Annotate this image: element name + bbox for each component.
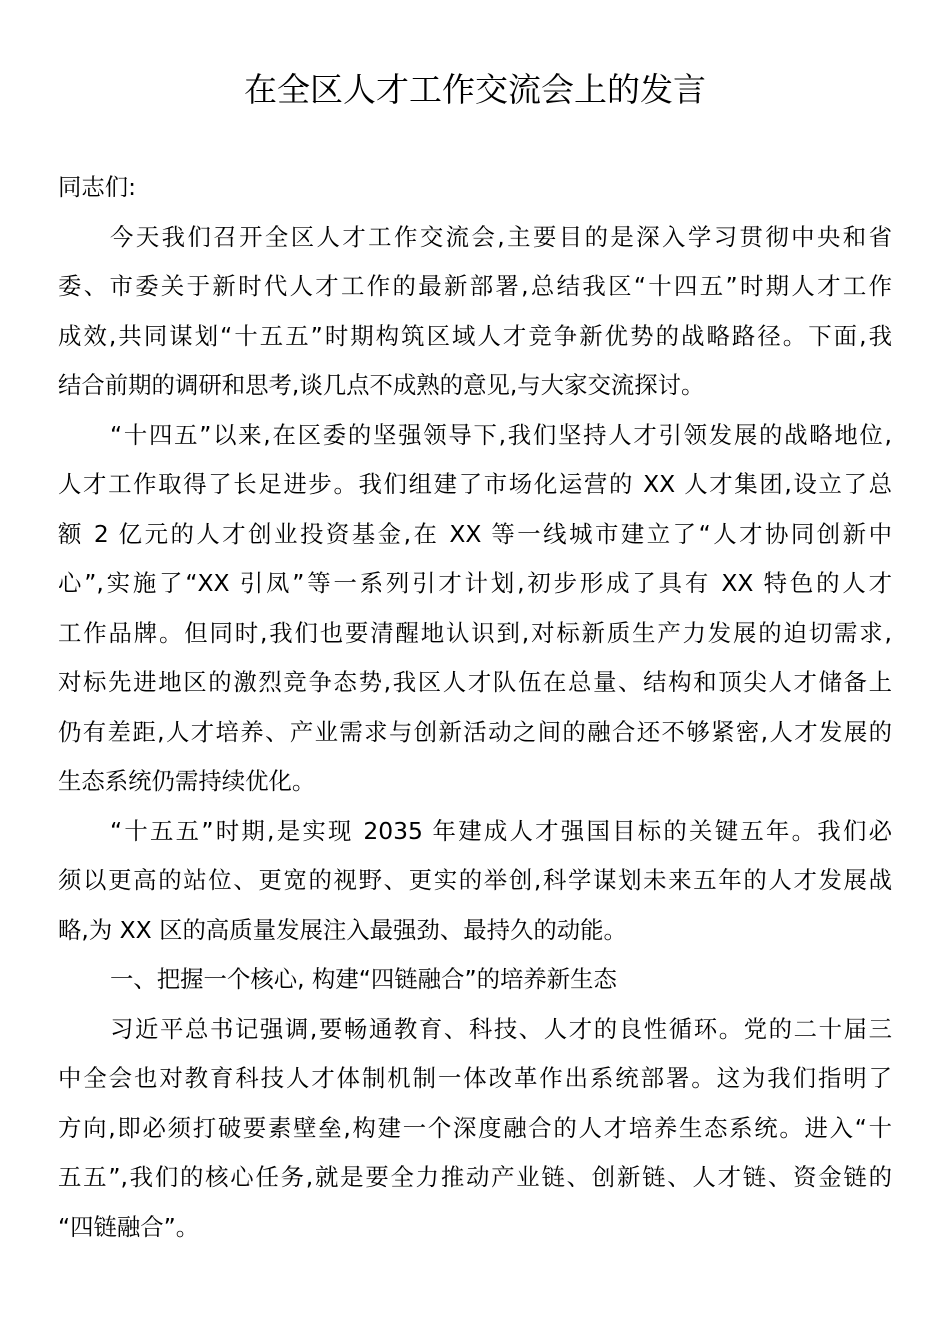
paragraph-first-line: 一、把握一个核心, 构建“四链融合”的培养新生态: [110, 965, 617, 993]
paragraph-line: 委、市委关于新时代人才工作的最新部署,总结我区“十四五”时期人才工作: [58, 272, 892, 300]
paragraph-line: 略,为 XX 区的高质量发展注入最强劲、最持久的动能。: [58, 915, 627, 944]
paragraph-line: 方向,即必须打破要素壁垒,构建一个深度融合的人才培养生态系统。进入“十: [58, 1113, 892, 1142]
paragraph-first-line: “十四五”以来,在区委的坚强领导下,我们坚持人才引领发展的战略地位,: [110, 420, 892, 449]
paragraph-first-line: “十五五”时期,是实现 2035 年建成人才强国目标的关键五年。我们必: [110, 816, 892, 845]
paragraph-line: 五五”,我们的核心任务,就是要全力推动产业链、创新链、人才链、资金链的: [58, 1163, 892, 1191]
salutation: 同志们:: [58, 173, 137, 201]
paragraph-line: 人才工作取得了长足进步。我们组建了市场化运营的 XX 人才集团,设立了总: [58, 470, 892, 498]
paragraph-line: 心”,实施了“XX 引凤”等一系列引才计划,初步形成了具有 XX 特色的人才: [58, 569, 892, 597]
paragraph-first-line: 习近平总书记强调,要畅通教育、科技、人才的良性循环。党的二十届三: [110, 1014, 892, 1043]
paragraph-first-line: 今天我们召开全区人才工作交流会,主要目的是深入学习贯彻中央和省: [110, 222, 892, 251]
paragraph-line: 工作品牌。但同时,我们也要清醒地认识到,对标新质生产力发展的迫切需求,: [58, 618, 892, 647]
paragraph-line: 额 2 亿元的人才创业投资基金,在 XX 等一线城市建立了“人才协同创新中: [58, 519, 892, 548]
paragraph-line: 结合前期的调研和思考,谈几点不成熟的意见,与大家交流探讨。: [58, 371, 705, 399]
paragraph-line: “四链融合”。: [58, 1212, 200, 1241]
paragraph-line: 须以更高的站位、更宽的视野、更实的举创,科学谋划未来五年的人才发展战: [58, 866, 892, 894]
paragraph-line: 仍有差距,人才培养、产业需求与创新活动之间的融合还不够紧密,人才发展的: [58, 717, 892, 746]
document-body: [58, 163, 892, 1252]
paragraph-line: 对标先进地区的激烈竞争态势,我区人才队伍在总量、结构和顶尖人才储备上: [58, 668, 892, 696]
paragraph-line: 中全会也对教育科技人才体制机制一体改革作出系统部署。这为我们指明了: [58, 1064, 892, 1092]
paragraph-line: 成效,共同谋划“十五五”时期构筑区域人才竞争新优势的战略路径。下面,我: [58, 321, 892, 350]
paragraph-line: 生态系统仍需持续优化。: [58, 767, 316, 795]
document-title: 在全区人才工作交流会上的发言: [244, 70, 706, 109]
body-lines: [58, 213, 892, 1253]
